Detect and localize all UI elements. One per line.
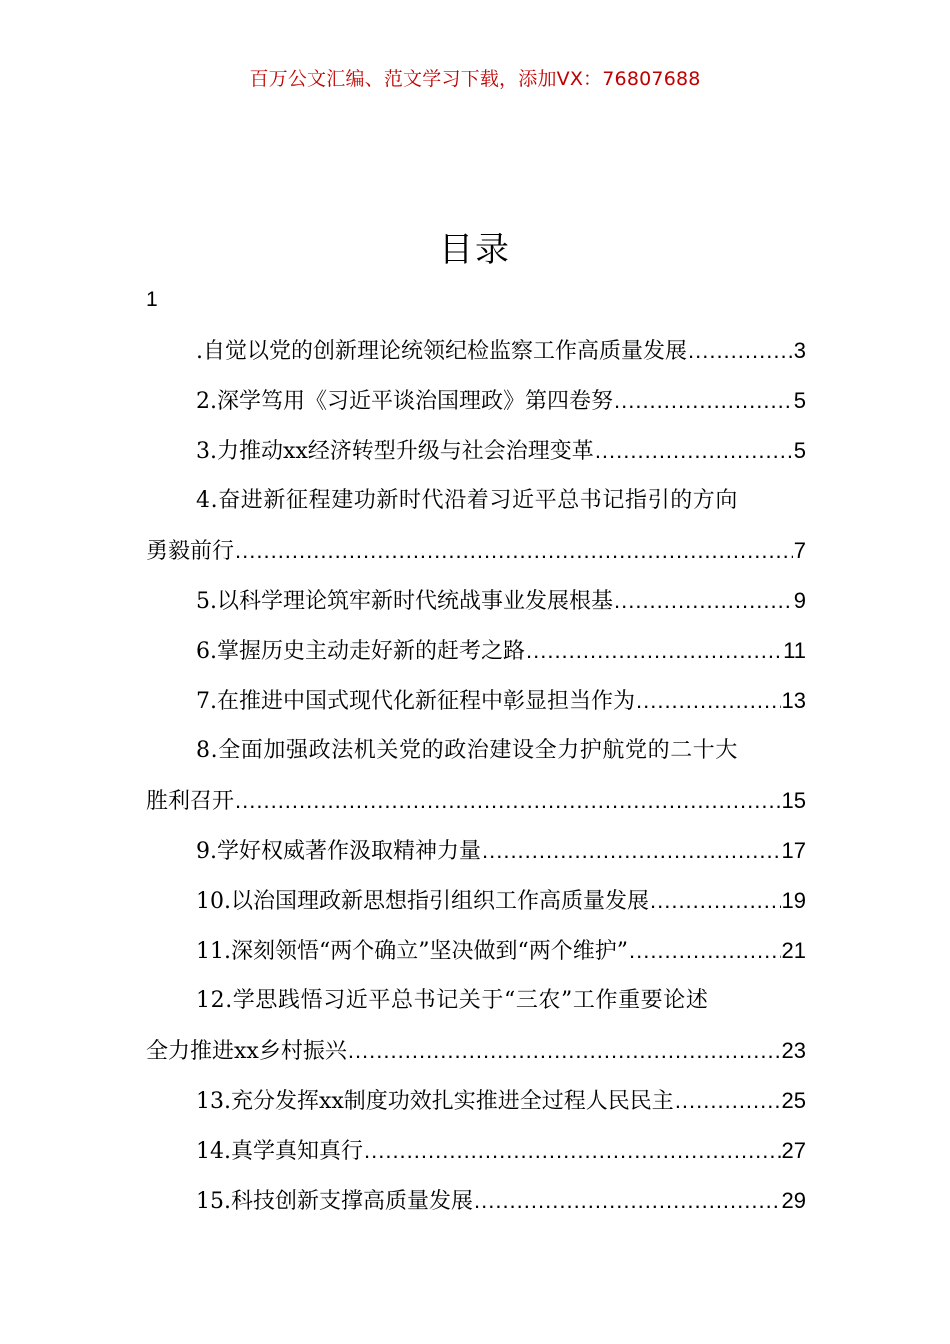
toc-entry-title: 9.学好权威著作汲取精神力量 — [196, 839, 481, 864]
toc-entry-page: 23 — [781, 1038, 806, 1063]
toc-entry-14[interactable] — [146, 1126, 806, 1176]
toc-leader-dots — [474, 1176, 781, 1226]
toc-leader-dots — [235, 776, 781, 826]
toc-entry-page: 25 — [781, 1088, 806, 1113]
toc-entry-page: 5 — [793, 388, 806, 413]
toc-entry-5[interactable] — [146, 576, 806, 626]
page-title: 目录 — [439, 230, 511, 270]
toc-entry-page: 13 — [781, 688, 806, 713]
toc-leader-dots — [482, 826, 781, 876]
toc-entry-4[interactable] — [146, 476, 806, 576]
toc-entry-title-line2: 勇毅前行 — [146, 539, 235, 564]
toc-entry-9[interactable] — [146, 826, 806, 876]
stray-number: 1 — [146, 288, 158, 311]
toc-leader-dots — [364, 1126, 781, 1176]
toc-entry-title: 14.真学真知真行 — [196, 1139, 363, 1164]
toc-leader-dots — [595, 426, 793, 476]
toc-entry-page: 11 — [783, 638, 806, 663]
header-watermark: 百万公文汇编、范文学习下载，添加VX：76807688 — [249, 68, 701, 90]
toc-entry-7[interactable] — [146, 676, 806, 726]
toc-leader-dots — [526, 626, 782, 676]
toc-entry-page: 9 — [793, 588, 806, 613]
toc-leader-dots — [614, 576, 793, 626]
toc-entry-page: 29 — [781, 1188, 806, 1213]
toc-entry-title: 6.掌握历史主动走好新的赶考之路 — [196, 639, 525, 664]
toc-entry-page: 21 — [781, 938, 806, 963]
toc-entry-title-line1: 12.学思践悟习近平总书记关于“三农”工作重要论述 — [196, 988, 709, 1013]
table-of-contents — [146, 326, 806, 1226]
toc-entry-13[interactable] — [146, 1076, 806, 1126]
toc-entry-title: .自觉以党的创新理论统领纪检监察工作高质量发展 — [196, 339, 687, 364]
toc-leader-dots — [235, 526, 793, 576]
toc-entry-title: 2.深学笃用《习近平谈治国理政》第四卷努 — [196, 389, 613, 414]
toc-entry-title: 11.深刻领悟“两个确立”坚决做到“两个维护” — [196, 939, 628, 964]
toc-entry-page: 17 — [781, 838, 806, 863]
toc-entry-page: 15 — [781, 788, 806, 813]
toc-entry-title: 13.充分发挥xx制度功效扎实推进全过程人民民主 — [196, 1089, 674, 1114]
toc-entry-6[interactable] — [146, 626, 806, 676]
toc-leader-dots — [614, 376, 793, 426]
toc-entry-page: 3 — [793, 338, 806, 363]
toc-entry-title: 5.以科学理论筑牢新时代统战事业发展根基 — [196, 589, 613, 614]
toc-leader-dots — [688, 326, 793, 376]
toc-entry-8[interactable] — [146, 726, 806, 826]
toc-entry-page: 19 — [781, 888, 806, 913]
toc-entry-3[interactable] — [146, 426, 806, 476]
toc-entry-page: 5 — [793, 438, 806, 463]
toc-leader-dots — [636, 676, 781, 726]
toc-entry-2[interactable] — [146, 376, 806, 426]
toc-entry-title: 7.在推进中国式现代化新征程中彰显担当作为 — [196, 689, 635, 714]
toc-leader-dots — [650, 876, 781, 926]
toc-entry-title: 15.科技创新支撑高质量发展 — [196, 1189, 473, 1214]
toc-entry-12[interactable] — [146, 976, 806, 1076]
toc-entry-title-line2: 全力推进xx乡村振兴 — [146, 1039, 347, 1064]
toc-entry-page: 7 — [793, 538, 806, 563]
toc-entry-title-line1: 8.全面加强政法机关党的政治建设全力护航党的二十大 — [196, 738, 738, 763]
toc-entry-title-line2: 胜利召开 — [146, 789, 235, 814]
toc-entry-title: 10.以治国理政新思想指引组织工作高质量发展 — [196, 889, 649, 914]
toc-entry-15[interactable] — [146, 1176, 806, 1226]
toc-entry-10[interactable] — [146, 876, 806, 926]
toc-entry-page: 27 — [781, 1138, 806, 1163]
toc-leader-dots — [348, 1026, 781, 1076]
toc-entry-title: 3.力推动xx经济转型升级与社会治理变革 — [196, 439, 594, 464]
toc-entry-1[interactable] — [146, 326, 806, 376]
toc-entry-11[interactable] — [146, 926, 806, 976]
toc-leader-dots — [675, 1076, 781, 1126]
toc-entry-title-line1: 4.奋进新征程建功新时代沿着习近平总书记指引的方向 — [196, 488, 738, 513]
toc-leader-dots — [629, 926, 781, 976]
